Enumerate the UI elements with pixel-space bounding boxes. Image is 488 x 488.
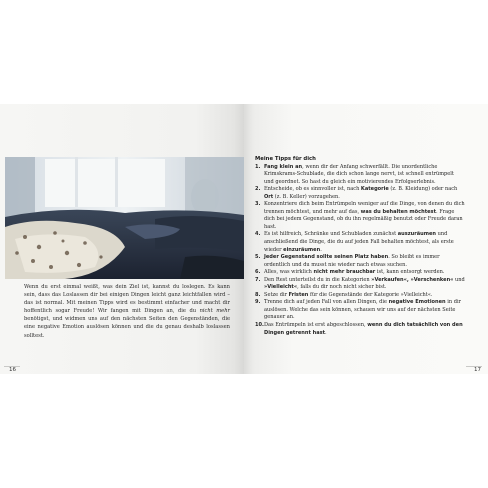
tip-text: ist, kann entsorgt werden. (375, 269, 445, 276)
tip-number: 9. (255, 299, 261, 306)
tip-emphasis: nicht mehr brauchbar (313, 269, 376, 276)
tip-emphasis: negative Emotionen (388, 299, 446, 306)
tip-text: Das Entrümpeln ist erst abgeschlossen, (264, 322, 368, 329)
tip-number: 3. (255, 201, 261, 208)
tip-text: . Frage dich bei jedem Gegenstand, ob du ihn regelmäßig benutzt oder Freude daran hast. (264, 208, 463, 230)
tips-section (255, 156, 465, 337)
tip-text: . (320, 246, 322, 253)
tip-emphasis: »Verkaufen«, »Verschenken« (371, 276, 454, 283)
tip-emphasis: Ort (264, 193, 274, 200)
tip-text: Es ist hilfreich, Schränke und Schubladen zunächst (264, 231, 398, 238)
tip-text: für die Gegenstände der Kategorie »Vielleicht«. (308, 291, 433, 298)
page-number-right: 17 (474, 367, 481, 373)
tip-text: . So bleibt es immer ordentlich und du musst nie wieder nach etwas suchen. (264, 254, 440, 268)
tip-item (255, 186, 465, 201)
tip-text: Trenne dich auf jeden Fall von allen Dingen, die (264, 299, 389, 306)
body-text-segment: Wenn du erst einmal weißt, was dein Ziel ist, kannst du loslegen. Es kann sein, dass das Loslassen dir bei einigen Dingen leicht ganz leichtfallen wird – das ist normal. Mit meinen Tipps wird es bestimmt einfacher und macht dir hoffentlich sogar Freude! Wir fangen mit Dingen an, die du (24, 284, 230, 315)
tip-text: . (325, 329, 327, 336)
tip-emphasis: »Vielleicht« (264, 284, 298, 291)
tip-text: und (453, 276, 465, 283)
tip-text: (z. B. Kleidung) oder nach (388, 186, 458, 193)
tip-text: (z. B. Keller) vorzugehen. (273, 193, 340, 200)
tip-item (255, 299, 465, 322)
body-text-segment: nicht mehr (199, 308, 230, 315)
tip-emphasis: einzuräumen (283, 246, 321, 253)
tip-text: Entscheide, ob es sinnvoller ist, nach (264, 186, 361, 193)
tip-text: in dir auslösen. Welche das sein können, schauen wir uns auf der nächsten Seite genauer an. (264, 299, 461, 321)
tip-number: 2. (255, 186, 261, 193)
bedroom-photo (5, 157, 244, 279)
tip-emphasis: Fristen (288, 291, 309, 298)
tip-item (255, 254, 465, 269)
tip-item (255, 277, 465, 292)
tip-emphasis: auszuräumen (397, 231, 437, 238)
left-page-body-text (24, 283, 230, 340)
tip-number: 5. (255, 254, 261, 261)
tip-item (255, 164, 465, 187)
tip-number: 7. (255, 276, 261, 283)
tip-number: 8. (255, 291, 261, 298)
tip-item (255, 322, 465, 337)
tip-item (255, 201, 465, 231)
tip-text: und anschließend die Dinge, die du auf jeden Fall behalten möchtest, als erste wieder (264, 231, 454, 253)
tip-item (255, 269, 465, 277)
tip-emphasis: Jeder Gegenstand sollte seinen Platz haben (264, 254, 389, 261)
tip-item (255, 292, 465, 300)
tip-emphasis: wenn du dich tatsächlich von den Dingen getrennt hast (264, 322, 463, 336)
tip-item (255, 231, 465, 254)
tip-number: 10. (255, 322, 264, 329)
tip-number: 1. (255, 163, 261, 170)
tip-number: 6. (255, 269, 261, 276)
tip-emphasis: Kategorie (360, 186, 389, 193)
tip-text: , wenn dir der Anfang schwerfällt. Die unordentliche Krimskrams-Schublade, die dich schon lange nervt, ist schnell entrümpelt und geordnet. So hast du gleich ein motivierendes Erfolgserlebnis. (264, 163, 454, 185)
tip-emphasis: Fang klein an (264, 163, 303, 170)
tip-number: 4. (255, 231, 261, 238)
tip-text: Setze dir (264, 291, 289, 298)
page-number-left: 16 (9, 367, 16, 373)
tip-text: Den Rest unterteilst du in die Kategorien (264, 276, 372, 283)
tips-list (255, 164, 465, 338)
bedroom-photo-illustration (5, 157, 244, 279)
tip-text: Konzentriere dich beim Entrümpeln weniger auf die Dinge, von denen du dich trennen möchtest, und mehr auf das, (264, 201, 465, 215)
tip-emphasis: was du behalten möchtest (360, 208, 436, 215)
body-text-segment: benötigst, und widmen uns auf den nächsten Seiten den Gegenständen, die eine negative Emotion auslösen können und die du genau deshalb loslassen solltest. (24, 316, 230, 339)
tips-title: Meine Tipps für dich (255, 156, 316, 162)
tip-text: Alles, was wirklich (264, 269, 314, 276)
tip-text: , falls du dir noch nicht sicher bist. (297, 284, 387, 291)
